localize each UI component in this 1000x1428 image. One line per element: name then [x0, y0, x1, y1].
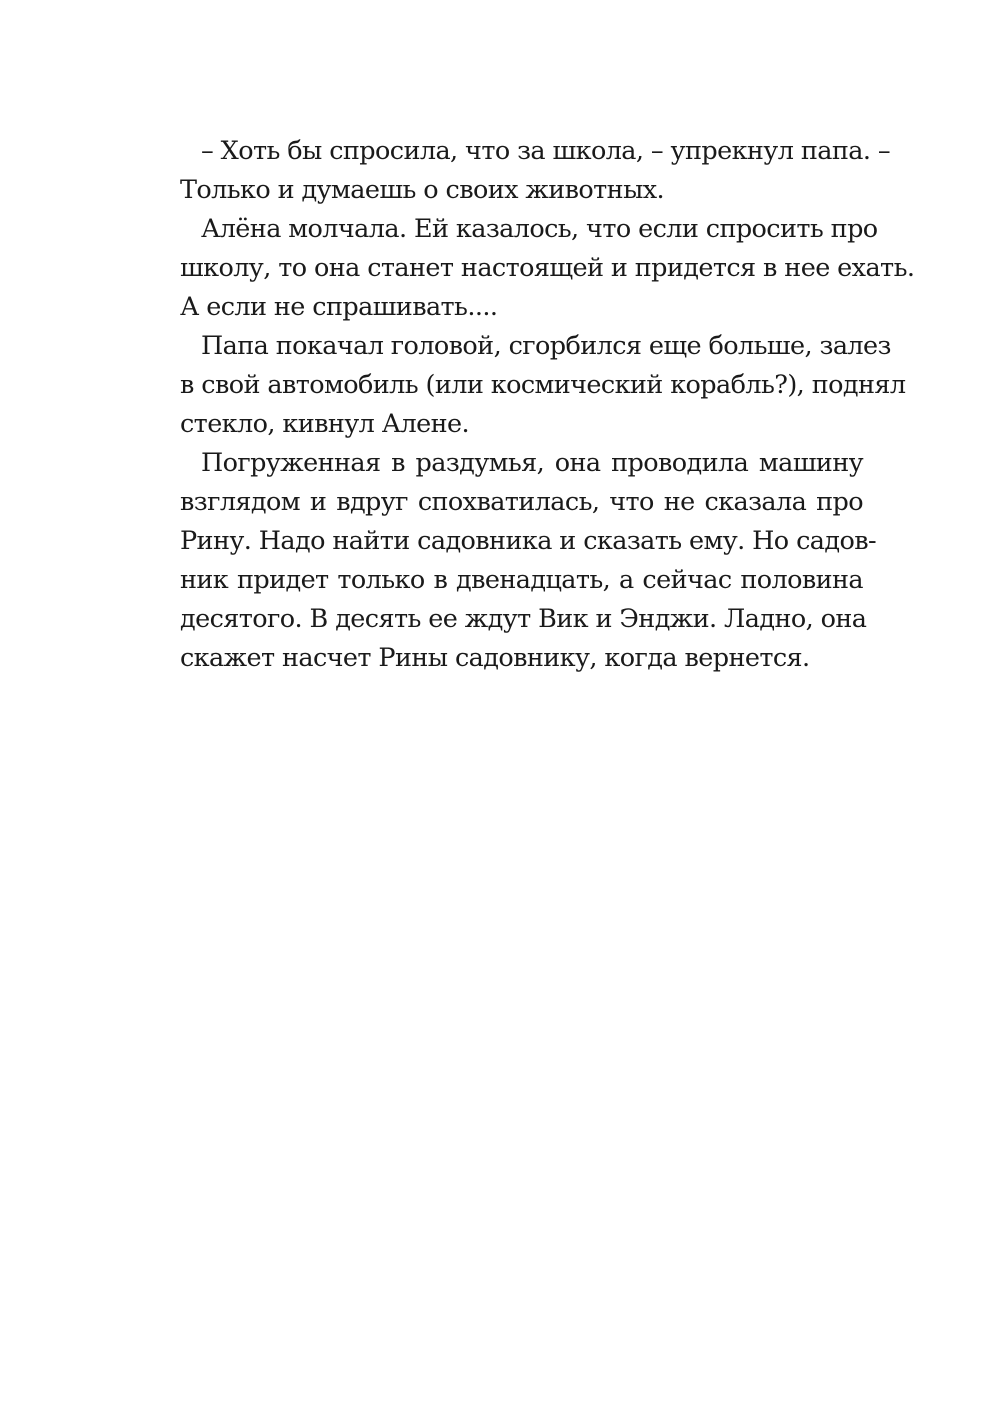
paragraph-2 [159, 210, 915, 327]
text-line: стекло, кивнул Алене. [180, 409, 469, 439]
text-line: ник придет только в двенадцать, а сейчас половина [180, 565, 863, 595]
body-text [159, 132, 915, 678]
paragraph-4 [159, 444, 876, 678]
text-line: Погруженная в раздумья, она проводила машину [201, 448, 863, 478]
text-line: взглядом и вдруг спохватилась, что не сказала про [180, 487, 863, 517]
text-line: десятого. В десять ее ждут Вик и Энджи. Ладно, она [180, 604, 867, 634]
paragraph-1 [159, 132, 890, 210]
text-line: в свой автомобиль (или космический корабль?), поднял [180, 370, 906, 400]
paragraph-3 [159, 327, 906, 444]
text-line: скажет насчет Рины садовнику, когда вернется. [180, 643, 810, 673]
text-line: А если не спрашивать.... [180, 292, 498, 322]
text-line: Папа покачал головой, сгорбился еще больше, залез [201, 331, 891, 361]
text-line: – Хоть бы спросила, что за школа, – упрекнул папа. – [201, 136, 890, 166]
text-line: Рину. Надо найти садовника и сказать ему. Но садов- [180, 526, 876, 556]
text-line: школу, то она станет настоящей и придется в нее ехать. [180, 253, 915, 283]
text-line: Только и думаешь о своих животных. [180, 175, 665, 205]
text-line: Алёна молчала. Ей казалось, что если спросить про [201, 214, 878, 244]
